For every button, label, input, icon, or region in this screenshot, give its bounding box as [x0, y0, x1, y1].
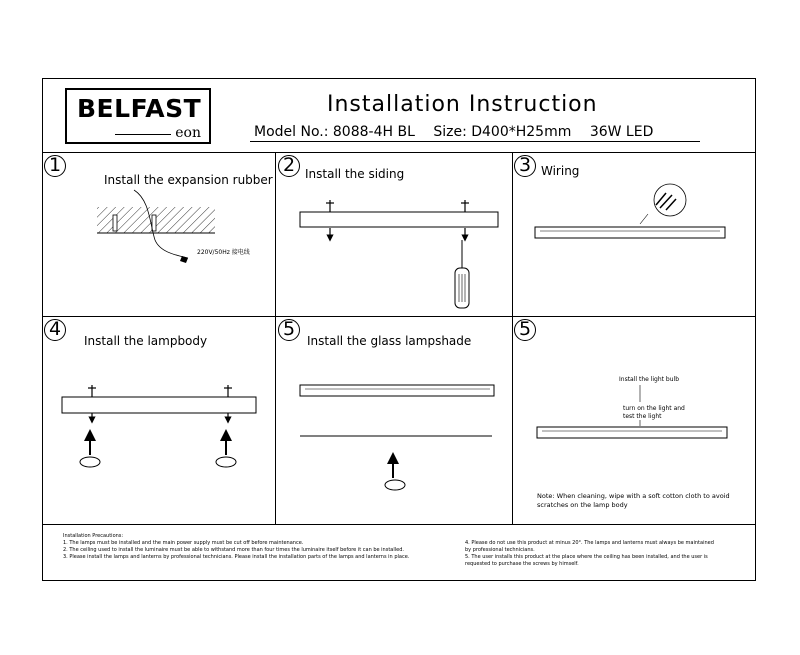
precaution-3: 3. Please install the lamps and lanterns by professional technicians. Please install the installation parts of the lamps and lanterns in place. [63, 554, 410, 560]
step-2-number: 2 [282, 154, 296, 176]
precaution-4: 4. Please do not use this product at minus 20°. The lamps and lanterns must always be maintained [465, 540, 714, 546]
precaution-5b: requested to purchase the screws by himself. [465, 561, 579, 567]
step-5-drawing [300, 385, 494, 490]
page-title: Installation Instruction [327, 92, 598, 117]
step-5-label: Install the glass lampshade [307, 334, 472, 348]
step-3-number: 3 [518, 154, 532, 176]
step-2-label: Install the siding [305, 167, 405, 181]
callout-test-b: test the light [623, 413, 662, 420]
step-4-label: Install the lampbody [84, 334, 208, 348]
step-6-drawing [537, 385, 727, 438]
power-spec: 36W LED [589, 124, 654, 140]
step-1-drawing [97, 190, 215, 263]
voltage-note: 220V/50Hz 接电线 [197, 249, 250, 256]
callout-test-a: turn on the light and [623, 405, 685, 412]
cleaning-note-a: Note: When cleaning, wipe with a soft cotton cloth to avoid [537, 492, 730, 500]
step-3-label: Wiring [541, 164, 580, 178]
cleaning-note-b: scratches on the lamp body [537, 501, 628, 509]
precautions-heading: Installation Precautions: [63, 533, 124, 539]
step-4-drawing [62, 385, 256, 467]
callout-bulb: Install the light bulb [619, 376, 680, 383]
step-1-label: Install the expansion rubber [104, 173, 273, 187]
precaution-1: 1. The lamps must be installed and the main power supply must be cut off before maintenance. [63, 540, 304, 546]
step-4-number: 4 [48, 318, 62, 340]
step-3-drawing [535, 184, 725, 238]
step-1-number: 1 [48, 154, 62, 176]
precaution-2: 2. The ceiling used to install the luminaire must be able to withstand more than four times the luminaire itself before it can be installed. [63, 547, 404, 553]
step-5-number: 5 [282, 318, 296, 340]
model-number: Model No.: 8088-4H BL [254, 124, 415, 140]
precaution-4b: by professional technicians. [465, 547, 535, 553]
step-2-drawing [300, 200, 498, 308]
brand-name: BELFAST [77, 94, 202, 123]
brand-sub: eon [175, 125, 201, 141]
size-spec: Size: D400*H25mm [433, 124, 572, 140]
precaution-5: 5. The user installs this product at the place where the ceiling has been installed, and the user is [465, 554, 708, 560]
step-6-number: 5 [518, 318, 532, 340]
